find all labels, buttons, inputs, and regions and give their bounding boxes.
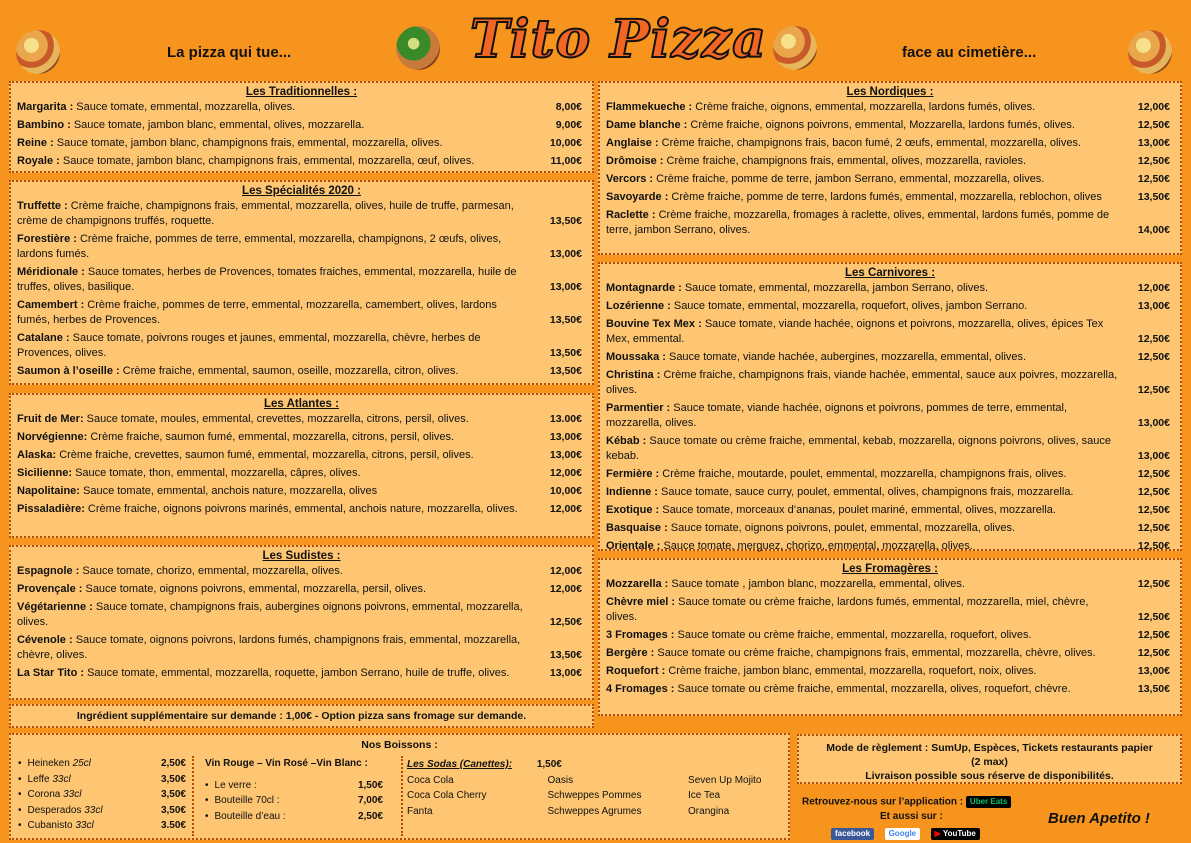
- item-desc: Sauce tomate, oignons poivrons, poulet, emmental, mozzarella, olives.: [667, 522, 1016, 534]
- item-price: 12,00€: [549, 565, 582, 577]
- menu-item: [600, 539, 1180, 554]
- section-title: Les Traditionnelles :: [245, 86, 358, 98]
- beer-item: [14, 772, 192, 788]
- menu-item: [600, 521, 1180, 536]
- menu-item: [11, 199, 592, 229]
- soda-item: Seven Up Mojito: [688, 774, 762, 786]
- item-name: Savoyarde :: [606, 191, 669, 203]
- menu-item: [11, 136, 592, 151]
- item-price: 13,50€: [549, 347, 582, 359]
- menu-item: [600, 485, 1180, 500]
- item-price: 12,50€: [1137, 173, 1170, 185]
- menu-item: [11, 448, 592, 463]
- item-desc: Sauce tomate, morceaux d’ananas, poulet mariné, emmental, olives, mozzarella.: [659, 504, 1056, 516]
- menu-item: [600, 467, 1180, 482]
- item-price: 13.00€: [549, 413, 582, 425]
- item-desc: Sauce tomate, viande hachée, oignons et poivrons, pommes de terre, emmental, mozzarella, olives.: [606, 402, 1068, 429]
- item-name: Camembert :: [17, 299, 85, 311]
- item-desc: Sauce tomate, thon, emmental, mozzarella, câpres, olives.: [72, 467, 361, 479]
- menu-item: [600, 664, 1180, 679]
- item-name: Provençale :: [17, 583, 83, 595]
- wine-list: [201, 756, 403, 836]
- item-name: Indienne :: [606, 486, 658, 498]
- menu-item: [11, 298, 592, 328]
- menu-item: [11, 666, 592, 681]
- item-desc: Sauce tomate, oignons poivrons, emmental, mozzarella, persil, olives.: [82, 583, 427, 595]
- item-desc: Sauce tomate, poivrons rouges et jaunes, emmental, mozzarella, chèvre, herbes de Provences, olives.: [17, 332, 481, 359]
- item-desc: Sauce tomate, sauce curry, poulet, emmental, olives, champignons frais, mozzarella.: [657, 486, 1074, 498]
- menu-item: [600, 100, 1180, 115]
- item-price: 13,00€: [1137, 450, 1170, 462]
- item-desc: Crème fraiche, mozzarella, fromages à raclette, olives, emmental, lardons fumés, pomme de terre, jambon Serrano, olives.: [606, 209, 1110, 236]
- item-desc: Crème fraiche, pomme de terre, jambon Serrano, emmental, mozzarella, olives.: [653, 173, 1045, 185]
- item-price: 13,50€: [549, 365, 582, 377]
- item-price: 13,00€: [1137, 665, 1170, 677]
- soda-item: Fanta: [407, 805, 433, 817]
- payment-box: [797, 734, 1182, 784]
- beer-volume: 33cl: [52, 773, 71, 785]
- section-sudistes: [9, 545, 594, 700]
- beer-price: 2,50€: [160, 758, 186, 769]
- item-price: 12,50€: [1137, 119, 1170, 131]
- menu-item: [11, 364, 592, 379]
- item-desc: Crème fraiche, moutarde, poulet, emmental, mozzarella, champignons frais, olives.: [659, 468, 1067, 480]
- menu-item: [600, 595, 1180, 625]
- menu-item: [600, 682, 1180, 697]
- wine-name: Bouteille d’eau :: [214, 810, 286, 822]
- item-price: 12,50€: [1137, 333, 1170, 345]
- item-name: Fruit de Mer:: [17, 413, 84, 425]
- item-name: Montagnarde :: [606, 282, 682, 294]
- item-name: Royale :: [17, 155, 60, 167]
- menu-item: [600, 646, 1180, 661]
- item-name: Chèvre miel :: [606, 596, 676, 608]
- menu-item: [600, 317, 1180, 347]
- item-desc: Crème fraiche, jambon blanc, emmental, mozzarella, roquefort, noix, olives.: [665, 665, 1037, 677]
- item-name: Alaska:: [17, 449, 57, 461]
- item-price: 12,50€: [1137, 468, 1170, 480]
- beer-volume: 33cl: [63, 789, 82, 800]
- soda-item: Orangina: [688, 805, 730, 817]
- item-name: Pissaladière:: [17, 503, 85, 515]
- payment-line2: (2 max): [971, 756, 1008, 768]
- item-desc: Sauce tomate, emmental, mozzarella, olives.: [73, 101, 296, 113]
- menu-item: [11, 232, 592, 262]
- soda-item: Ice Tea: [688, 790, 721, 801]
- beer-price: 3.50€: [160, 820, 186, 831]
- wine-price: 1,50€: [357, 779, 383, 791]
- item-price: 12,00€: [549, 583, 582, 595]
- wine-name: Le verre :: [214, 779, 257, 791]
- item-desc: Sauce tomate, emmental, mozzarella, jambon Serrano, olives.: [681, 282, 989, 294]
- wine-name: Bouteille 70cl :: [214, 795, 280, 806]
- wine-item: [201, 778, 401, 794]
- sodas-title: Les Sodas (Canettes):: [407, 759, 513, 770]
- item-price: 13,00€: [549, 431, 582, 443]
- item-desc: Sauce tomate, emmental, mozzarella, roquette, jambon Serrano, huile de truffe, olives.: [84, 667, 510, 679]
- section-fromageres: [598, 558, 1182, 716]
- sodas-price: 1,50€: [536, 759, 562, 770]
- beer-name: Heineken: [27, 758, 70, 769]
- item-desc: Sauce tomate, chorizo, emmental, mozzarella, olives.: [79, 565, 343, 577]
- pizza-icon: [773, 26, 817, 70]
- menu-item: [11, 430, 592, 445]
- item-price: 12,50€: [1137, 504, 1170, 516]
- beer-name: Cubanisto: [27, 820, 73, 831]
- beer-name: Corona: [27, 789, 61, 800]
- menu-item: [11, 154, 592, 169]
- menu-item: [11, 331, 592, 361]
- item-desc: Sauce tomate, moules, emmental, crevettes, mozzarella, citrons, persil, olives.: [83, 413, 469, 425]
- menu-item: [11, 582, 592, 597]
- item-price: 13,50€: [1137, 683, 1170, 695]
- item-desc: Sauce tomates, herbes de Provences, tomates fraiches, emmental, mozzarella, huile de truffes, olives, basilique.: [17, 266, 517, 293]
- item-name: Lozérienne :: [606, 300, 671, 312]
- item-name: Kébab :: [606, 435, 647, 447]
- item-price: 13,00€: [549, 667, 582, 679]
- item-desc: Crème fraiche, pomme de terre, lardons fumés, emmental, mozzarella, reblochon, olives: [668, 191, 1102, 203]
- item-price: 13,00€: [1137, 417, 1170, 429]
- item-desc: Sauce tomate, jambon blanc, emmental, olives, mozzarella.: [70, 119, 365, 131]
- menu-item: [600, 350, 1180, 365]
- soda-item: Oasis: [547, 774, 574, 786]
- item-name: Drômoise :: [606, 155, 664, 167]
- beer-volume: 33cl: [84, 804, 103, 816]
- wine-price: 2,50€: [357, 810, 383, 822]
- menu-item: [600, 299, 1180, 314]
- payment-line1: Mode de règlement : SumUp, Espèces, Tickets restaurants papier: [826, 742, 1153, 754]
- item-desc: Crème fraiche, pommes de terre, emmental, mozzarella, camembert, olives, lardons fumés, herbes de Provences.: [17, 299, 497, 326]
- item-price: 12,50€: [1137, 611, 1170, 623]
- beer-item: [14, 756, 192, 772]
- item-price: 12,50€: [1137, 629, 1170, 641]
- item-name: Cévenole :: [17, 634, 73, 646]
- item-desc: Crème fraiche, champignons frais, bacon fumé, 2 œufs, emmental, mozzarella, olives.: [658, 137, 1082, 149]
- ubereats-logo[interactable]: Uber Eats: [966, 796, 1011, 808]
- beer-price: 3,50€: [160, 789, 186, 800]
- item-price: 12,50€: [1137, 351, 1170, 363]
- beer-list: [14, 756, 194, 836]
- section-title: Les Atlantes :: [264, 398, 339, 410]
- section-title: Les Fromagères :: [842, 563, 938, 575]
- menu-item: [11, 118, 592, 133]
- menu-item: [600, 434, 1180, 464]
- menu-item: [11, 564, 592, 579]
- item-price: 10,00€: [549, 137, 582, 149]
- item-name: Margarita :: [17, 101, 74, 113]
- section-title: Les Carnivores :: [844, 267, 936, 279]
- item-price: 12,50€: [1137, 522, 1170, 534]
- menu-item: [600, 368, 1180, 398]
- item-desc: Sauce tomate, jambon blanc, champignons frais, emmental, mozzarella, olives.: [53, 137, 443, 149]
- beer-volume: 33cl: [75, 820, 94, 831]
- item-price: 12,00€: [549, 503, 582, 515]
- wine-item: [201, 793, 401, 809]
- menu-item: [600, 401, 1180, 431]
- item-name: Exotique :: [606, 504, 660, 516]
- item-desc: Sauce tomate ou crème fraiche, champignons frais, emmental, mozzarella, chèvre, olives.: [654, 647, 1096, 659]
- soda-item: Coca Cola Cherry: [407, 790, 487, 801]
- pizza-icon: [396, 26, 440, 70]
- item-price: 10,00€: [549, 485, 582, 497]
- wine-price: 7,00€: [357, 795, 383, 806]
- drinks-box: [9, 733, 790, 840]
- item-name: Basquaise :: [606, 522, 668, 534]
- item-name: Napolitaine:: [17, 485, 80, 497]
- menu-item: [600, 118, 1180, 133]
- also-on: Et aussi sur :: [880, 811, 943, 822]
- item-price: 9,00€: [555, 119, 582, 131]
- item-desc: Sauce tomate ou crème fraiche, emmental, kebab, mozzarella, oignons poivrons, olives, sauce kebab.: [606, 435, 1112, 462]
- soda-row: [407, 788, 787, 804]
- item-desc: Crème fraiche, emmental, saumon, oseille, mozzarella, citron, olives.: [119, 365, 459, 377]
- social-links: [831, 825, 980, 843]
- beer-item: [14, 787, 192, 803]
- item-name: Forestière :: [17, 233, 77, 245]
- soda-item: Schweppes Pommes: [547, 790, 642, 801]
- menu-item: [11, 600, 592, 630]
- item-name: Roquefort :: [606, 665, 666, 677]
- menu-item: [600, 136, 1180, 151]
- slogan-left: La pizza qui tue...: [167, 44, 292, 61]
- find-us-text: Retrouvez-nous sur l’application :: [802, 796, 964, 808]
- item-name: Mozzarella :: [606, 578, 669, 590]
- menu-item: [600, 208, 1180, 238]
- item-desc: Sauce tomate, oignons poivrons, lardons fumés, champignons frais, emmental, mozzarella, chèvre, olives.: [17, 634, 521, 661]
- beer-price: 3,50€: [160, 804, 186, 816]
- item-desc: Sauce tomate, viande hachée, aubergines, mozzarella, emmental, olives.: [665, 351, 1027, 363]
- item-desc: Crème fraiche, champignons frais, viande hachée, emmental, sauce aux poivres, mozzarella, olives.: [606, 369, 1118, 396]
- item-price: 12,00€: [1137, 282, 1170, 294]
- menu-item: [600, 190, 1180, 205]
- beer-price: 3,50€: [160, 773, 186, 785]
- beer-name: Desperados: [27, 804, 82, 816]
- youtube-logo[interactable]: ▶ YouTube: [931, 828, 980, 840]
- item-price: 12,00€: [1137, 101, 1170, 113]
- item-price: 13,50€: [549, 314, 582, 326]
- item-desc: Crème fraiche, champignons frais, emmental, mozzarella, olives, huile de truffe, parmesan, crème de champignons truffés, roquette.: [17, 200, 514, 227]
- item-desc: Sauce tomate ou crème fraiche, lardons fumés, emmental, mozzarella, miel, chèvre, olives.: [606, 596, 1089, 623]
- item-price: 13,00€: [1137, 137, 1170, 149]
- soda-row: [407, 804, 787, 820]
- item-name: 3 Fromages :: [606, 629, 675, 641]
- section-title: Les Spécialités 2020 :: [242, 185, 361, 197]
- pizza-icon: [1128, 30, 1172, 74]
- item-price: 13,50€: [549, 215, 582, 227]
- item-price: 12,00€: [549, 467, 582, 479]
- item-desc: Crème fraiche, crevettes, saumon fumé, emmental, mozzarella, citrons, persil, olives.: [56, 449, 474, 461]
- menu-item: [600, 172, 1180, 187]
- item-price: 12,50€: [1137, 384, 1170, 396]
- menu-item: [11, 633, 592, 663]
- menu-item: [600, 628, 1180, 643]
- soda-item: Coca Cola: [407, 774, 454, 786]
- menu-item: [11, 100, 592, 115]
- item-desc: Sauce tomate, emmental, mozzarella, roquefort, olives, jambon Serrano.: [670, 300, 1028, 312]
- section-title: Les Nordiques :: [846, 86, 934, 98]
- item-name: Parmentier :: [606, 402, 671, 414]
- item-name: Vercors :: [606, 173, 654, 185]
- menu-item: [11, 265, 592, 295]
- item-name: Bouvine Tex Mex :: [606, 318, 702, 330]
- item-name: La Star Tito :: [17, 667, 85, 679]
- item-name: Espagnole :: [17, 565, 80, 577]
- item-price: 12,50€: [549, 616, 582, 628]
- beer-item: [14, 818, 192, 834]
- item-list: [11, 199, 592, 379]
- item-desc: Sauce tomate ou crème fraiche, emmental, mozzarella, roquefort, olives.: [674, 629, 1032, 641]
- drinks-title: Nos Boissons :: [361, 739, 438, 751]
- section-nordiques: [598, 81, 1182, 255]
- item-price: 12,50€: [1137, 486, 1170, 498]
- item-name: Végétarienne :: [17, 601, 93, 613]
- item-list: [11, 100, 592, 169]
- beer-volume: 25cl: [72, 758, 91, 769]
- item-desc: Sauce tomate ou crème fraiche, emmental, mozzarella, olives, roquefort, chèvre.: [674, 683, 1071, 695]
- extra-note-box: [9, 704, 594, 728]
- item-desc: Crème fraiche, saumon fumé, emmental, mozzarella, citrons, persil, olives.: [87, 431, 455, 443]
- menu-item: [11, 502, 592, 517]
- item-price: 13,00€: [549, 449, 582, 461]
- item-name: Dame blanche :: [606, 119, 688, 131]
- item-desc: Sauce tomate, jambon blanc, champignons frais, emmental, mozzarella, œuf, olives.: [59, 155, 475, 167]
- item-desc: Crème fraiche, oignons poivrons, emmental, Mozzarella, lardons fumés, olives.: [687, 119, 1075, 131]
- menu-item: [600, 577, 1180, 592]
- item-price: 12,50€: [1137, 647, 1170, 659]
- item-desc: Sauce tomate, champignons frais, aubergines oignons poivrons, emmental, mozzarella, olives.: [17, 601, 523, 628]
- section-atlantes: [9, 393, 594, 538]
- item-name: Catalane :: [17, 332, 70, 344]
- soda-list: [407, 757, 787, 837]
- item-list: [600, 281, 1180, 554]
- item-name: Anglaise :: [606, 137, 659, 149]
- section-carnivores: [598, 262, 1182, 551]
- item-name: Reine :: [17, 137, 54, 149]
- section-title: Les Sudistes :: [262, 550, 341, 562]
- beer-name: Leffe: [27, 773, 50, 785]
- item-name: Fermière :: [606, 468, 660, 480]
- item-name: 4 Fromages :: [606, 683, 675, 695]
- item-list: [600, 577, 1180, 697]
- item-name: Raclette :: [606, 209, 656, 221]
- item-desc: Sauce tomate, emmental, anchois nature, mozzarella, olives: [79, 485, 378, 497]
- signoff: Buen Apetito !: [1048, 810, 1150, 827]
- item-desc: Sauce tomate, viande hachée, oignons et poivrons, mozzarella, olives, épices Tex Mex, emmental.: [606, 318, 1104, 345]
- menu-item: [11, 412, 592, 427]
- item-price: 12,50€: [1137, 155, 1170, 167]
- payment-line3: Livraison possible sous réserve de disponibilités.: [865, 770, 1114, 782]
- item-price: 13,00€: [549, 248, 582, 260]
- menu-item: [600, 281, 1180, 296]
- google-logo[interactable]: Google: [885, 828, 921, 840]
- section-specialites: [9, 180, 594, 385]
- wine-title: Vin Rouge – Vin Rosé –Vin Blanc :: [205, 758, 368, 769]
- item-name: Saumon à l’oseille :: [17, 365, 120, 377]
- item-price: 8,00€: [555, 101, 582, 113]
- item-price: 13,50€: [1137, 191, 1170, 203]
- item-desc: Sauce tomate, merguez, chorizo, emmental, mozzarella, olives.: [660, 540, 973, 552]
- wine-item: [201, 809, 401, 825]
- item-name: Bergère :: [606, 647, 655, 659]
- extra-note: Ingrédient supplémentaire sur demande : 1,00€ - Option pizza sans fromage sur demande.: [76, 710, 527, 722]
- item-name: Christina :: [606, 369, 661, 381]
- menu-item: [600, 503, 1180, 518]
- item-price: 13,50€: [549, 649, 582, 661]
- logo: Tito Pizza: [470, 9, 767, 70]
- facebook-logo[interactable]: facebook: [831, 828, 874, 840]
- section-traditionnelles: [9, 81, 594, 173]
- soda-item: Schweppes Agrumes: [547, 805, 642, 817]
- item-name: Bambino :: [17, 119, 71, 131]
- beer-item: [14, 803, 192, 819]
- item-desc: Crème fraiche, oignons poivrons marinés, emmental, anchois nature, mozzarella, olives.: [84, 503, 518, 515]
- item-name: Norvégienne:: [17, 431, 88, 443]
- menu-item: [11, 466, 592, 481]
- item-name: Méridionale :: [17, 266, 85, 278]
- item-desc: Crème fraiche, oignons, emmental, mozzarella, lardons fumés, olives.: [692, 101, 1036, 113]
- menu-item: [11, 484, 592, 499]
- item-list: [11, 412, 592, 517]
- find-us: [802, 796, 1011, 808]
- item-name: Flammekueche :: [606, 101, 693, 113]
- pizza-icon: [16, 30, 60, 74]
- item-price: 11,00€: [550, 155, 582, 167]
- item-price: 13,00€: [549, 281, 582, 293]
- item-price: 12,50€: [1137, 578, 1170, 590]
- soda-row: [407, 773, 787, 789]
- slogan-right: face au cimetière...: [902, 44, 1037, 61]
- item-price: 14,00€: [1137, 224, 1170, 236]
- menu-item: [600, 154, 1180, 169]
- item-list: [11, 564, 592, 681]
- item-name: Orientale :: [606, 540, 661, 552]
- item-price: 13,00€: [1137, 300, 1170, 312]
- item-desc: Crème fraiche, pommes de terre, emmental, mozzarella, champignons, 2 œufs, olives, lardons fumés.: [17, 233, 502, 260]
- item-name: Truffette :: [17, 200, 68, 212]
- item-desc: Crème fraiche, champignons frais, emmental, olives, mozzarella, ravioles.: [663, 155, 1026, 167]
- item-desc: Sauce tomate , jambon blanc, mozzarella, emmental, olives.: [668, 578, 965, 590]
- item-name: Moussaka :: [606, 351, 666, 363]
- item-price: 12,50€: [1137, 540, 1170, 552]
- item-list: [600, 100, 1180, 238]
- item-name: Sicilienne:: [17, 467, 73, 479]
